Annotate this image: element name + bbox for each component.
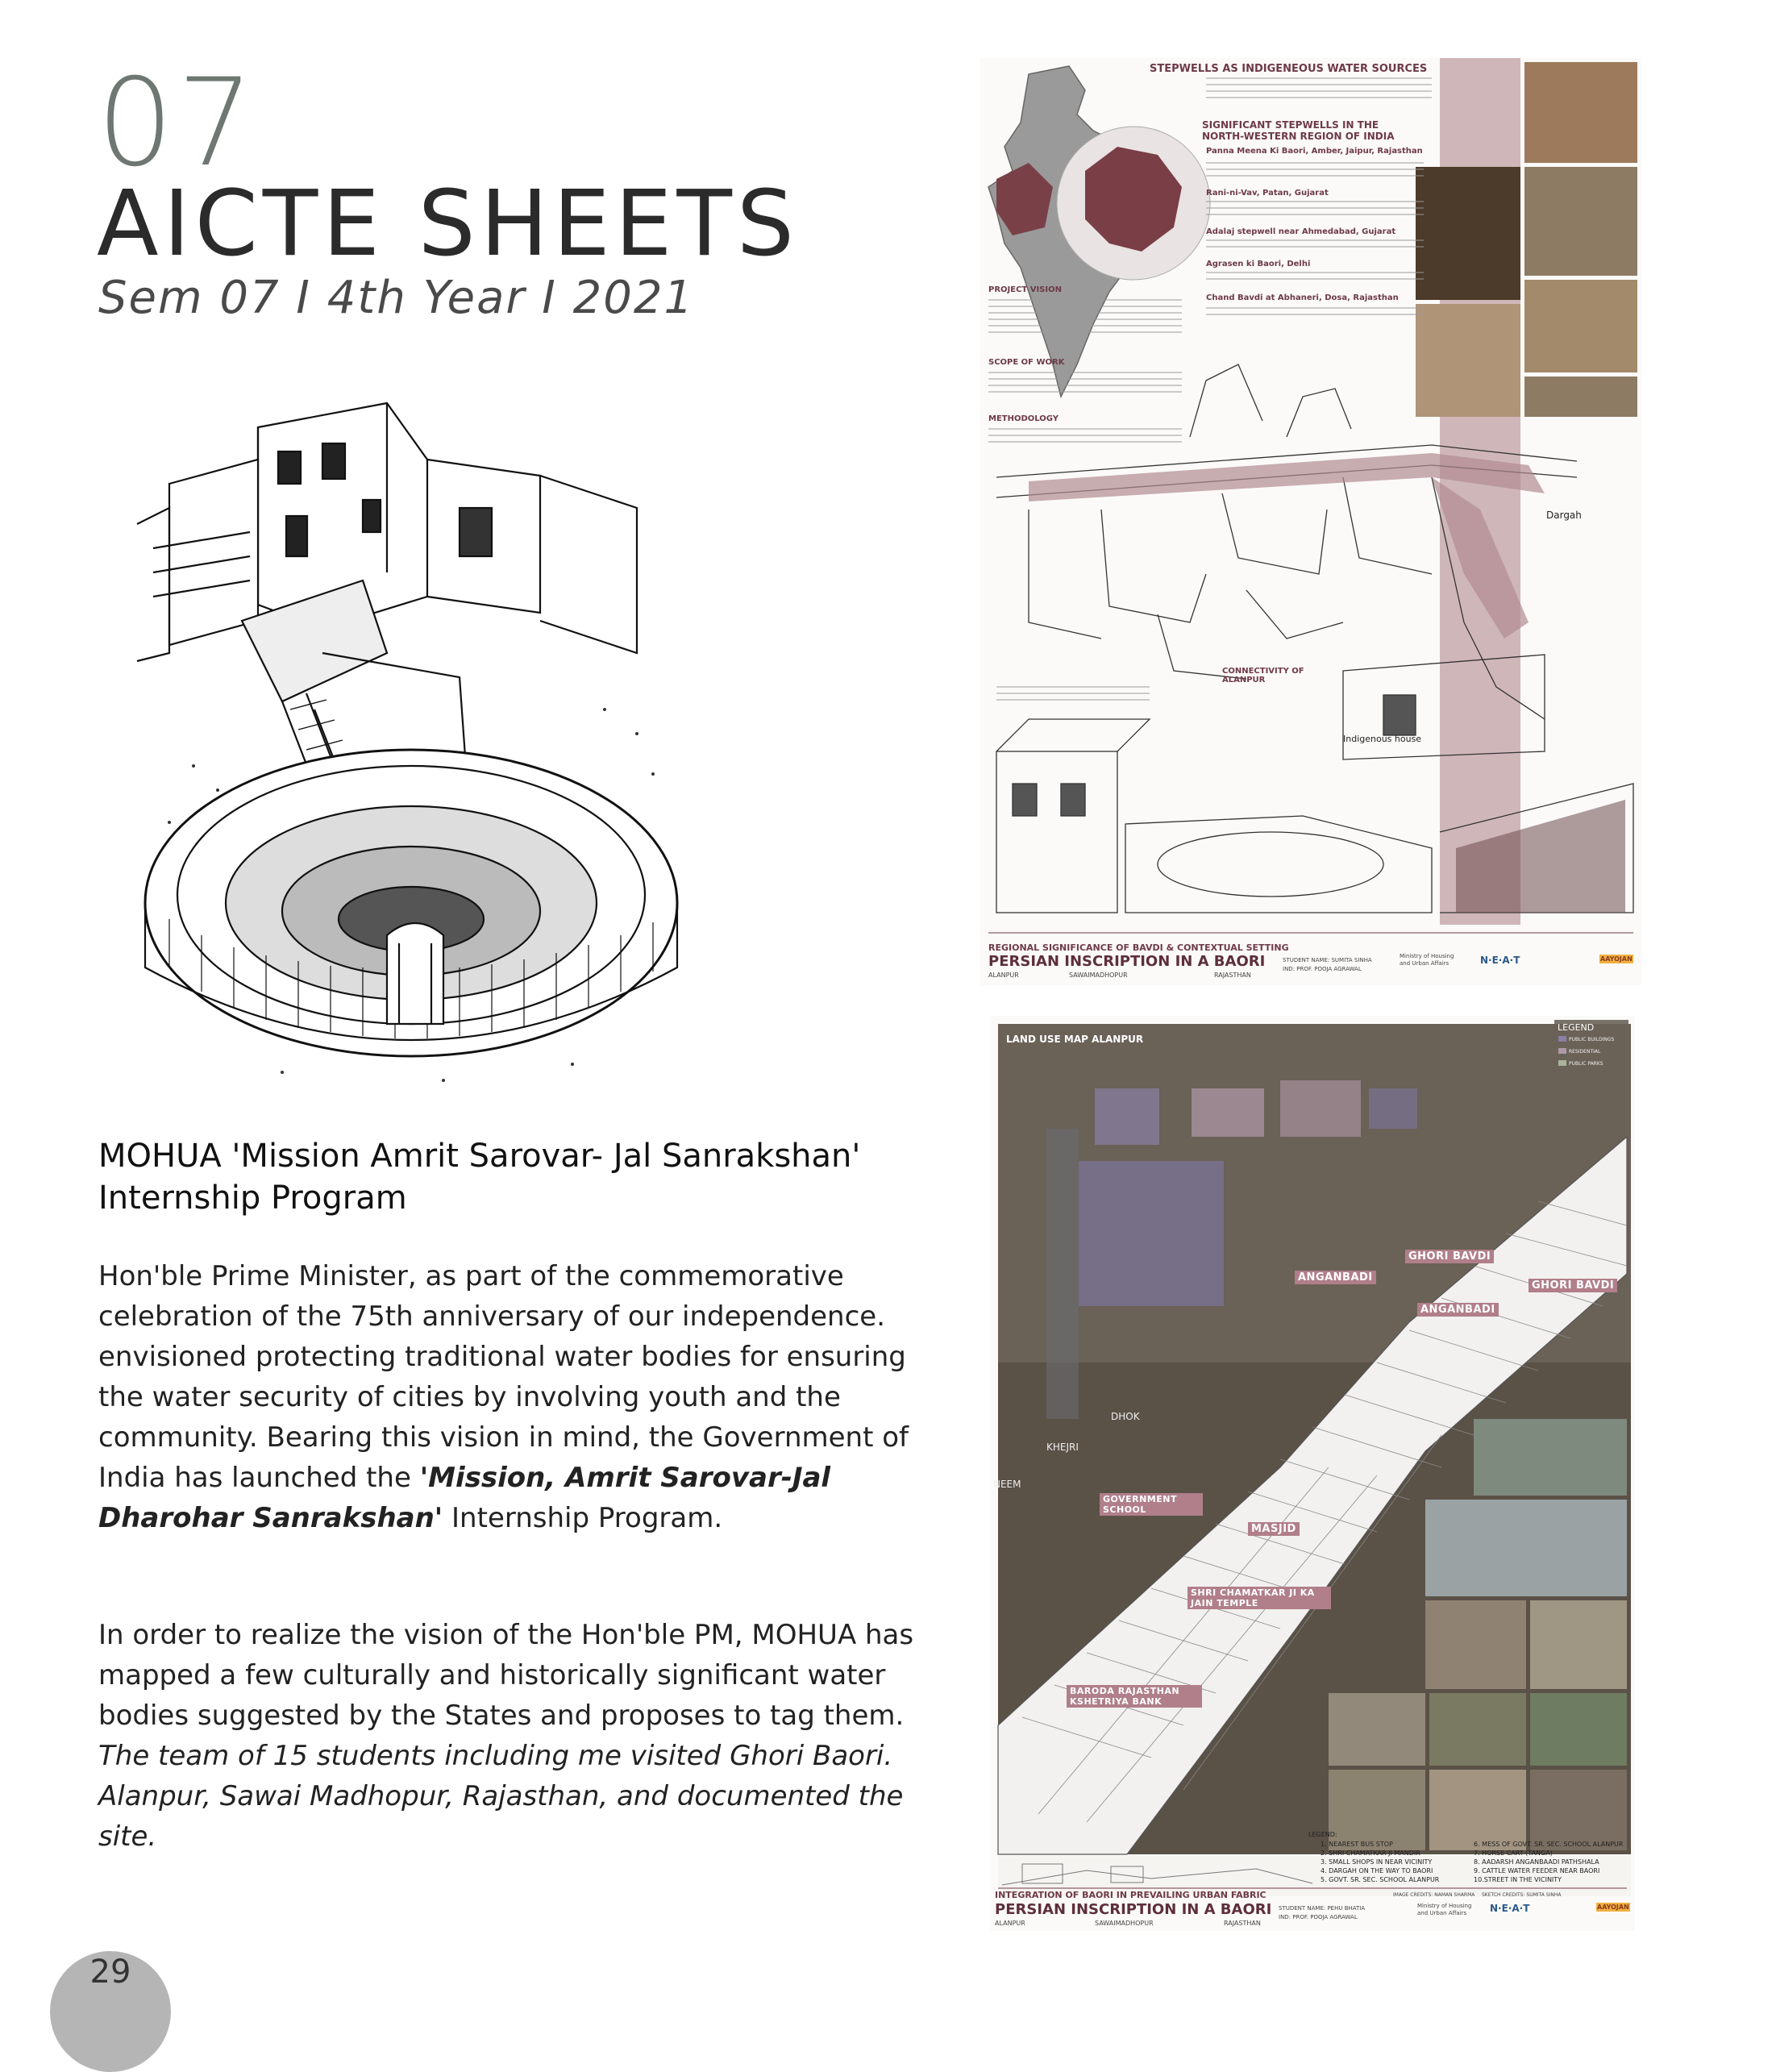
sheet2-ministry-logo: Ministry of Housing and Urban Affairs [1417, 1903, 1472, 1916]
sheet2-legend2-item: 1. NEAREST BUS STOP [1321, 1841, 1393, 1848]
sheet2-student-name: STUDENT NAME: PEHU BHATIA [1279, 1905, 1366, 1912]
sheet2-legend2-col1 [1321, 1840, 1474, 1884]
sheet2-legend-public-parks: PUBLIC PARKS [1569, 1061, 1603, 1067]
sheet2-label-jain-temple: SHRI CHAMATKAR JI KA JAIN TEMPLE [1187, 1587, 1331, 1609]
paragraph-vision-end: Internship Program. [451, 1502, 723, 1534]
sheet1-label-dargah: Dargah [1546, 510, 1582, 521]
sheet2-place-rajasthan: RAJASTHAN [1224, 1920, 1261, 1927]
sheet2-label-masjid: MASJID [1248, 1522, 1300, 1536]
aicte-sheet-land-use-map [990, 1016, 1635, 1931]
sheet2-legend2-item: 8. AADARSH ANGANBAADI PATHSHALA [1474, 1858, 1599, 1866]
sheet1-footer-title: PERSIAN INSCRIPTION IN A BAORI [988, 953, 1266, 970]
sheet2-aayojan-logo: AAYOJAN [1597, 1903, 1629, 1911]
sheet2-legend-public-buildings: PUBLIC BUILDINGS [1569, 1037, 1615, 1042]
baori-sketch [121, 387, 701, 1096]
sheet2-label-government-school: GOVERNMENT SCHOOL [1100, 1493, 1203, 1516]
section-number: 07 [97, 53, 257, 193]
sheet1-neat-logo: N·E·A·T [1480, 955, 1520, 966]
sheet2-footer-caption: INTEGRATION OF BAORI IN PREVAILING URBAN FABRIC [995, 1890, 1266, 1900]
sheet2-sketch-credits: SKETCH CREDITS: SUMITA SINHA [1482, 1892, 1562, 1898]
sheet1-scope-of-work: SCOPE OF WORK [988, 358, 1065, 367]
program-heading: MOHUA 'Mission Amrit Sarovar- Jal Sanrakshan' Internship Program [98, 1138, 861, 1217]
sheet2-legend2-item: 6. MESS OF GOVT. SR. SEC. SCHOOL ALANPUR [1474, 1841, 1624, 1848]
sheet2-label-anganbadi: ANGANBADI [1295, 1271, 1376, 1284]
sheet1-footer-caption: REGIONAL SIGNIFICANCE OF BAVDI & CONTEXTUAL SETTING [988, 942, 1289, 953]
sheet2-place-alanpur: ALANPUR [995, 1920, 1025, 1927]
sheet1-student-name: STUDENT NAME: SUMITA SINHA [1283, 957, 1372, 963]
paragraph-team-visit: The team of 15 students including me visited Ghori Baori. Alanpur, Sawai Madhopur, Rajasthan, and documented the site. [98, 1740, 904, 1853]
sheet1-well-panna-meena: Panna Meena Ki Baori, Amber, Jaipur, Rajasthan [1206, 147, 1423, 156]
aicte-sheet-regional-significance [980, 58, 1641, 985]
sheet2-legend2-col2 [1474, 1840, 1635, 1884]
paragraph-vision [98, 1256, 945, 1538]
sheet1-connectivity: CONNECTIVITY OF ALANPUR [1222, 667, 1304, 684]
sheet1-well-chand-bavdi: Chand Bavdi at Abhaneri, Dosa, Rajasthan [1206, 293, 1399, 302]
sheet2-label-anganbadi-photo: ANGANBADI [1417, 1303, 1499, 1317]
sheet2-neat-logo: N·E·A·T [1490, 1903, 1530, 1914]
sheet1-place-rajasthan: RAJASTHAN [1214, 972, 1251, 979]
paragraph-mohua-text: In order to realize the vision of the Hon'ble PM, MOHUA has mapped a few culturally and historically significant water bodies suggested by the States and proposes to tag them. [98, 1619, 914, 1732]
sheet2-legend2-item: 3. SMALL SHOPS IN NEAR VICINITY [1321, 1858, 1433, 1866]
sheet1-project-vision: PROJECT VISION [988, 285, 1062, 294]
sheet2-label-ghori-bavdi: GHORI BAVDI [1405, 1250, 1494, 1263]
sheet2-footer-title: PERSIAN INSCRIPTION IN A BAORI [995, 1901, 1272, 1918]
sheet2-legend-residential: RESIDENTIAL [1569, 1049, 1601, 1055]
mission-name: 'Mission, Amrit Sarovar-Jal Dharohar Sanrakshan' [98, 1462, 831, 1534]
sheet2-tree-neem: NEEM [993, 1479, 1021, 1490]
paragraph-vision-text: Hon'ble Prime Minister, as part of the commemorative celebration of the 75th anniversary of our independence. envisioned protecting traditional water bodies for ensuring the water security of cities by involving youth and the community. Bearing this vision in mind, the Government of India has launched the [98, 1260, 909, 1494]
sheet1-heading-significant: SIGNIFICANT STEPWELLS IN THE NORTH-WESTERN REGION OF INDIA [1202, 119, 1395, 142]
sheet2-legend2-title: LEGEND: [1308, 1831, 1337, 1838]
sheet1-well-rani-ni-vav: Rani-ni-Vav, Patan, Gujarat [1206, 189, 1329, 198]
sheet2-legend2-item: 9. CATTLE WATER FEEDER NEAR BAORI [1474, 1867, 1600, 1874]
sheet2-ind-prof: IND: PROF. POOJA AGRAWAL [1279, 1914, 1358, 1920]
paragraph-mohua [98, 1615, 945, 1857]
sheet2-map-title: LAND USE MAP ALANPUR [1006, 1034, 1144, 1045]
sheet1-aayojan-logo: AAYOJAN [1600, 955, 1633, 963]
sheet2-image-credits: IMAGE CREDITS: NAMAN SHARMA [1393, 1892, 1475, 1898]
sheet2-legend-title: LEGEND [1558, 1022, 1595, 1033]
section-subtitle: Sem 07 I 4th Year I 2021 [98, 272, 695, 324]
sheet2-legend2-item: 4. DARGAH ON THE WAY TO BAORI [1321, 1867, 1433, 1874]
sheet1-label-indigenous-house: Indigenous house [1343, 734, 1422, 744]
sheet1-ministry-logo: Ministry of Housing and Urban Affairs [1400, 953, 1454, 967]
sheet2-legend2-item: 7. HORSE CART (TANGA) [1474, 1849, 1553, 1857]
sheet1-well-adalaj: Adalaj stepwell near Ahmedabad, Gujarat [1206, 227, 1396, 236]
sheet1-well-agrasen: Agrasen ki Baori, Delhi [1206, 260, 1311, 268]
sheet1-ind-prof: IND: PROF. POOJA AGRAWAL [1283, 966, 1362, 972]
sheet1-heading-stepwells: STEPWELLS AS INDIGENEOUS WATER SOURCES [1150, 63, 1428, 75]
sheet1-methodology: METHODOLOGY [988, 414, 1059, 423]
sheet2-tree-dhok: DHOK [1111, 1411, 1140, 1422]
sheet2-graphics [990, 1016, 1635, 1931]
sheet2-legend2-item: 2. SHRI CHAMATKAR JI MANDIR [1321, 1849, 1420, 1857]
sheet2-label-baroda-bank: BARODA RAJASTHAN KSHETRIYA BANK [1067, 1685, 1202, 1708]
sheet2-tree-khejri: KHEJRI [1046, 1442, 1079, 1453]
sheet2-label-ghori-bavdi-photo: GHORI BAVDI [1529, 1279, 1617, 1292]
page-number: 29 [89, 1953, 131, 1991]
sheet2-legend2-item: 5. GOVT. SR. SEC. SCHOOL ALANPUR [1321, 1876, 1440, 1883]
sheet1-place-alanpur: ALANPUR [988, 972, 1019, 979]
sheet2-legend2-item: 10.STREET IN THE VICINITY [1474, 1876, 1562, 1883]
section-title: AICTE SHEETS [97, 172, 799, 277]
sheet2-place-sawaimadhopur: SAWAIMADHOPUR [1095, 1920, 1154, 1927]
sheet1-place-sawaimadhopur: SAWAIMADHOPUR [1069, 972, 1128, 979]
